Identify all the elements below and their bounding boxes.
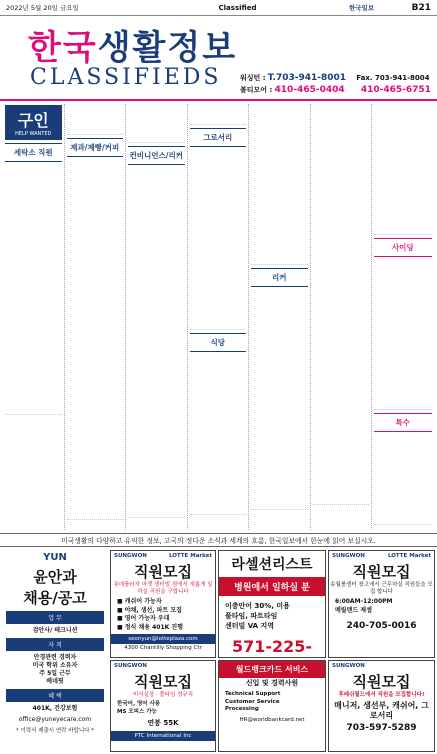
washington-phone[interactable]: T.703-941-8001 — [267, 73, 347, 83]
category-grocery: 그로서리 — [190, 128, 247, 147]
sungwon-warehouse-ad: SUNGWON LOTTE Market 직원모집 송월롤센터 창고에서 근무하실 직원들을 모집 합니다 6:00AM-12:00PM 메릴랜드 제셉 240-705-0016 — [328, 550, 435, 658]
category-special: 특수 — [374, 413, 432, 432]
yun-eye-ad: YUN 윤안과 채용/공고 업 무 검안사/ 테크니션 자 격 안경관련 경력자 미국 학위 소유자 주 5일 근무 베네핏 혜 택 401K, 건강보험 office@yuneyecare.com * 이력서 제출시 연락 바랍니다 * — [2, 550, 108, 752]
warehouse-phone[interactable]: 240-705-0016 — [346, 621, 417, 631]
help-wanted-banner: 구인 HELP WANTED — [5, 105, 62, 140]
subscription-notice: 미국생활의 다양하고 유익한 정보, 고국의 정다운 소식과 세계의 흐름, 한국일보에서 한눈에 읽어 보십시오. — [0, 533, 437, 547]
publisher-logo: 한국일보 — [349, 4, 375, 12]
baltimore-phone-2[interactable]: 410-465-6751 — [360, 85, 431, 95]
baltimore-phone[interactable]: 410-465-0404 — [274, 85, 345, 95]
listing-block — [5, 165, 62, 415]
page-header-bar — [0, 0, 437, 16]
bestlist-ad: 라셀션리스트 병원에서 일하실 분 이충안어 30%, 미용 풀타임, 파트타임 센터빌 VA 지역 571-225- — [218, 550, 326, 658]
classified-grid — [3, 104, 434, 530]
listing-block — [67, 105, 124, 135]
listing-block — [128, 105, 185, 143]
listing-block — [374, 260, 432, 410]
worldbank-email[interactable]: HR@worldbankcard.net — [239, 716, 305, 723]
listing-block — [374, 435, 432, 525]
page-number: B21 — [411, 2, 431, 13]
freshworld-phone[interactable]: 703-597-5289 — [346, 723, 417, 733]
column-1 — [3, 104, 65, 530]
listing-block — [67, 160, 124, 520]
display-ads — [2, 550, 435, 752]
listing-block — [251, 290, 308, 510]
sungwon-lotte-ad: SUNGWON LOTTE Market 직원모집 롯데플라자 마켓 센터빌 점에서 새롭게 일하실 직원을 구합니다 ■ 캐쉬어 가능자 ■ 야채, 생선, 파트 모집 ■ 영어 가능자 우대 ■ 정식 채용 401K 진행 seonyun@lotteplaza.com 4300 Chantilly Shopping Ctr — [110, 550, 216, 658]
masthead — [0, 17, 437, 101]
column-3 — [126, 104, 188, 530]
yun-logo: YUN — [43, 552, 67, 563]
category-siding: 사이딩 — [374, 238, 432, 257]
listing-block — [313, 105, 370, 505]
listing-block — [374, 105, 432, 235]
contact-block: 워싱턴 : T.703-941-8001 Fax. 703-941-8004 볼티모어 : 410-465-0404 410-465-6751 — [240, 73, 431, 95]
listing-block — [190, 105, 247, 125]
category-liquor: 리커 — [251, 268, 308, 287]
bestlist-phone[interactable]: 571-225- — [231, 637, 313, 656]
sungwon-secretary-ad: SUNGWON 직원모집 비서실장 · 풀타임 정규직 한국어, 영어 사용 MS 오피스 가능 연봉 55K PTC International Inc — [110, 660, 216, 752]
column-4 — [188, 104, 250, 530]
listing-block — [190, 150, 247, 330]
category-convenience: 컨비니언스/리커 — [128, 146, 185, 165]
section-name: Classified — [218, 3, 257, 12]
listing-block — [128, 168, 185, 518]
washington-fax: Fax. 703-941-8004 — [356, 74, 430, 82]
issue-date: 2022년 5월 20일 금요일 — [6, 4, 79, 12]
column-2 — [65, 104, 127, 530]
listing-block — [251, 105, 308, 265]
masthead-title-english: CLASSIFIEDS — [30, 65, 222, 90]
column-5 — [249, 104, 311, 530]
masthead-title-korean: 한국생활정보 — [28, 28, 238, 68]
column-7 — [372, 104, 434, 530]
sungwon1-email[interactable]: seonyun@lotteplaza.com — [111, 634, 215, 644]
category-restaurant: 식당 — [190, 333, 247, 352]
column-6 — [311, 104, 373, 530]
category-laundry: 세탁소 직원 — [5, 143, 62, 162]
listing-block — [190, 355, 247, 515]
category-bakery: 제과/제빵/커피 — [67, 138, 124, 157]
yun-email[interactable]: office@yuneyecare.com — [18, 716, 92, 723]
freshworld-ad: SUNGWON 직원모집 후레쉬월드에서 직원을 모집합니다! 매니저, 생선부, 캐쉬어, 그로서리 703-597-5289 — [328, 660, 435, 752]
worldbank-ad: 월드뱅크카드 서비스 신입 및 경력사원 Technical Support Customer Service Processing HR@worldbankcard.net — [218, 660, 326, 752]
